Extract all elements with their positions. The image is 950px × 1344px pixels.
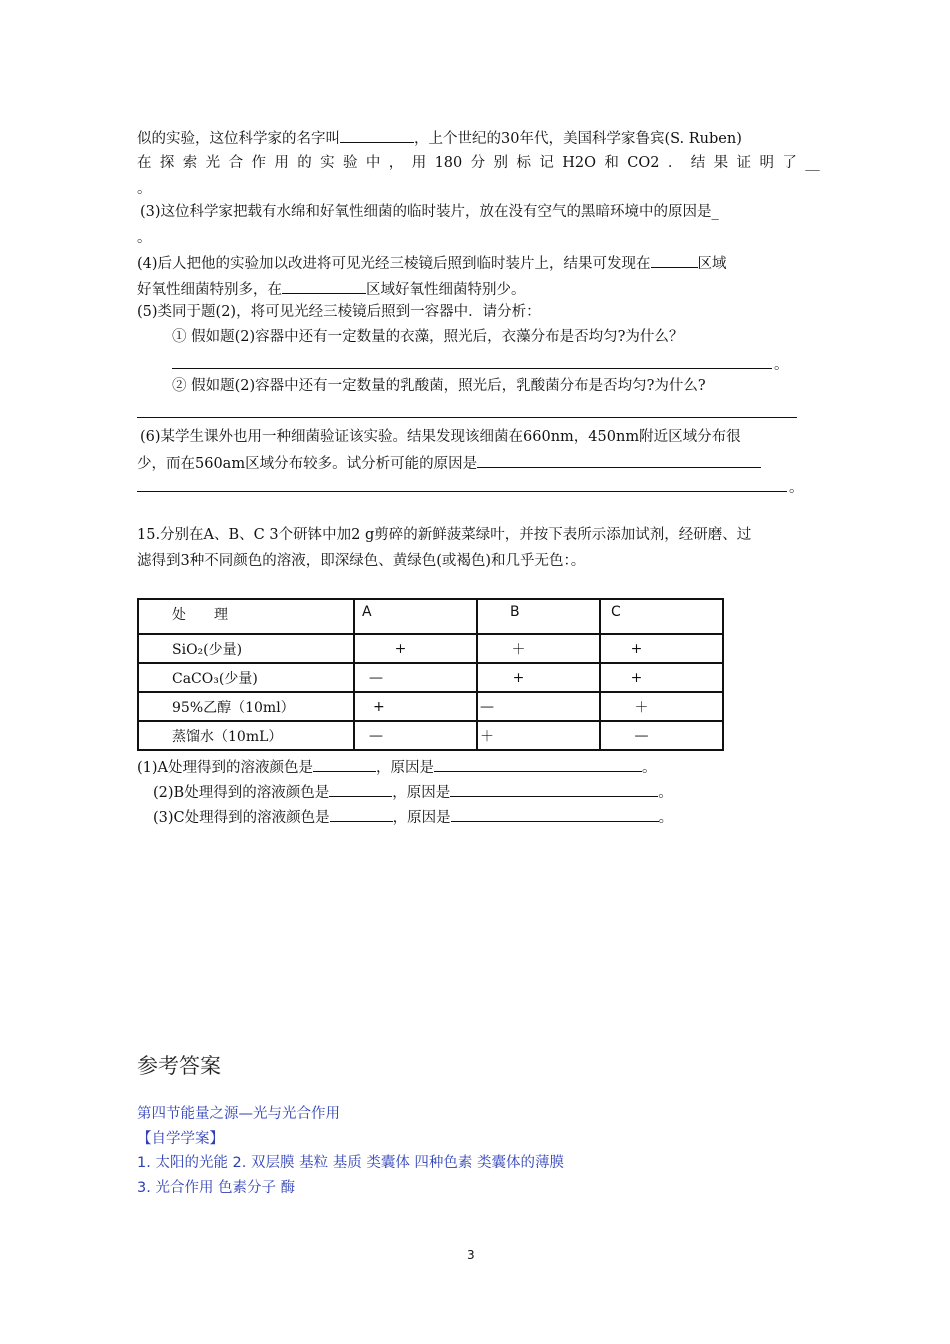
justified-word: 合 — [228, 155, 244, 171]
justified-word: 果 — [713, 155, 729, 171]
answer-blank[interactable] — [329, 781, 392, 797]
table-cell: — — [354, 663, 477, 692]
justified-word: 光 — [205, 155, 221, 171]
table-header-cell: A — [354, 599, 477, 634]
justified-word: 结 — [690, 155, 706, 171]
answer-blank[interactable] — [282, 278, 366, 294]
justified-word: 在 — [137, 155, 152, 171]
q14-item-5-2: ② 假如题(2)容器中还有一定数量的乳酸菌，照光后，乳酸菌分布是否均匀?为什么? — [172, 378, 706, 394]
q14-line-3: 。 — [137, 181, 152, 197]
table-header-cell: C — [600, 599, 723, 634]
answer-line-3: 3. 光合作用 色素分子 酶 — [137, 1180, 296, 1196]
answers-tag: 【自学学案】 — [137, 1131, 224, 1147]
q15-sub-1: (1)A处理得到的溶液颜色是 ，原因是 。 — [137, 756, 657, 778]
justified-word: 作 — [251, 155, 266, 171]
table-row — [138, 692, 723, 721]
q14-line-2 — [137, 153, 820, 173]
q15-line-2: 滤得到3种不同颜色的溶液，即深绿色、黄绿色(或褐色)和几乎无色：。 — [137, 553, 586, 569]
q14-item-5-1: ① 假如题(2)容器中还有一定数量的衣藻，照光后，衣藻分布是否均匀?为什么？ — [172, 329, 684, 345]
table-cell: + — [354, 692, 477, 721]
table-cell: ＋ — [600, 692, 723, 721]
table-cell: ＋ — [477, 634, 600, 663]
q14-line-13: 少，而在560am区域分布较多。试分析可能的原因是 — [137, 452, 761, 474]
justified-word: 索 — [182, 155, 198, 171]
justified-word: 分 — [470, 155, 486, 171]
q14-line-14: 。 — [789, 480, 804, 496]
q15-line-1: 15.分别在A、B、C 3个研钵中加2 g剪碎的新鲜菠菜绿叶，并按下表所示添加试剂，经研磨、过 — [137, 527, 752, 543]
table-row-label: 95%乙醇（10ml） — [138, 692, 354, 721]
reagent-table — [137, 598, 724, 751]
q15-sub-2: (2)B处理得到的溶液颜色是 ，原因是 。 — [153, 781, 673, 803]
justified-word: 证 — [736, 155, 752, 171]
table-header-row — [138, 599, 723, 634]
justified-word: 记 — [539, 155, 554, 171]
justified-word: 明 — [759, 155, 774, 171]
answers-heading: 参考答案 — [137, 1054, 221, 1078]
answer-line[interactable] — [172, 368, 772, 369]
q14-line-10: 。 — [774, 357, 789, 373]
q14-line-5: 。 — [137, 230, 152, 246]
answer-blank[interactable] — [451, 806, 659, 822]
q14-item-4: (4)后人把他的实验加以改进将可见光经三棱镜后照到临时装片上，结果可发现在 区域 — [137, 252, 727, 274]
justified-word: 用 — [411, 155, 427, 171]
table-row-label: SiO₂(少量) — [138, 634, 354, 663]
table-cell: — — [354, 721, 477, 750]
justified-word: 别 — [493, 155, 509, 171]
justified-word: CO2 — [627, 155, 660, 171]
justified-word: ． — [667, 155, 683, 171]
q14-item-3: (3)这位科学家把载有水绵和好氧性细菌的临时装片，放在没有空气的黑暗环境中的原因是_ — [140, 204, 719, 220]
answer-blank[interactable] — [450, 781, 658, 797]
justified-word: 探 — [159, 155, 175, 171]
table-cell: — — [600, 721, 723, 750]
justified-word: 用 — [274, 155, 289, 171]
answer-blank[interactable] — [330, 806, 393, 822]
table-cell: + — [354, 634, 477, 663]
answer-blank[interactable] — [340, 127, 414, 143]
justified-word: H2O — [562, 155, 596, 171]
table-cell: ＋ — [477, 721, 600, 750]
table-row — [138, 721, 723, 750]
answer-blank[interactable] — [313, 756, 376, 772]
table-row-label: 蒸馏水（10mL） — [138, 721, 354, 750]
answer-blank[interactable] — [477, 452, 761, 468]
justified-word: 了 — [782, 155, 797, 171]
answer-blank[interactable] — [434, 756, 642, 772]
answer-line-1: 1. 太阳的光能 2. 双层膜 基粒 基质 类囊体 四种色素 类囊体的薄膜 — [137, 1155, 565, 1171]
justified-word: ， — [388, 155, 404, 171]
page-number: 3 — [467, 1248, 475, 1262]
table-row — [138, 634, 723, 663]
justified-word: 180 — [434, 155, 463, 171]
justified-word: 的 — [297, 155, 312, 171]
justified-word: 和 — [604, 155, 619, 171]
table-cell: + — [600, 634, 723, 663]
q14-line-7: 好氧性细菌特别多，在 区域好氧性细菌特别少。 — [137, 278, 526, 300]
answer-line[interactable] — [137, 417, 797, 418]
q14-item-5: (5)类同于题(2)，将可见光经三棱镜后照到一容器中．请分析： — [137, 304, 541, 320]
table-row — [138, 663, 723, 692]
q14-item-6: (6)某学生课外也用一种细菌验证该实验。结果发现该细菌在660nm，450nm附近区域分布很 — [140, 429, 741, 445]
table-cell: — — [477, 692, 600, 721]
answers-section-title: 第四节能量之源—光与光合作用 — [137, 1106, 340, 1122]
table-cell: + — [477, 663, 600, 692]
table-cell: + — [600, 663, 723, 692]
table-header-cell: B — [477, 599, 600, 634]
justified-word: 验 — [343, 155, 358, 171]
justified-word: 标 — [516, 155, 531, 171]
q14-line-1: 似的实验，这位科学家的名字叫 ，上个世纪的30年代，美国科学家鲁宾(S. Ruben) — [137, 127, 742, 149]
answer-line[interactable] — [137, 491, 787, 492]
justified-word: 中 — [365, 155, 381, 171]
justified-word: __ — [805, 155, 820, 171]
answer-blank[interactable] — [651, 252, 698, 268]
q15-sub-3: (3)C处理得到的溶液颜色是 ，原因是 。 — [153, 806, 673, 828]
table-row-label: CaCO₃(少量) — [138, 663, 354, 692]
justified-word: 实 — [320, 155, 335, 171]
table-header-cell: 处 理 — [138, 599, 354, 634]
